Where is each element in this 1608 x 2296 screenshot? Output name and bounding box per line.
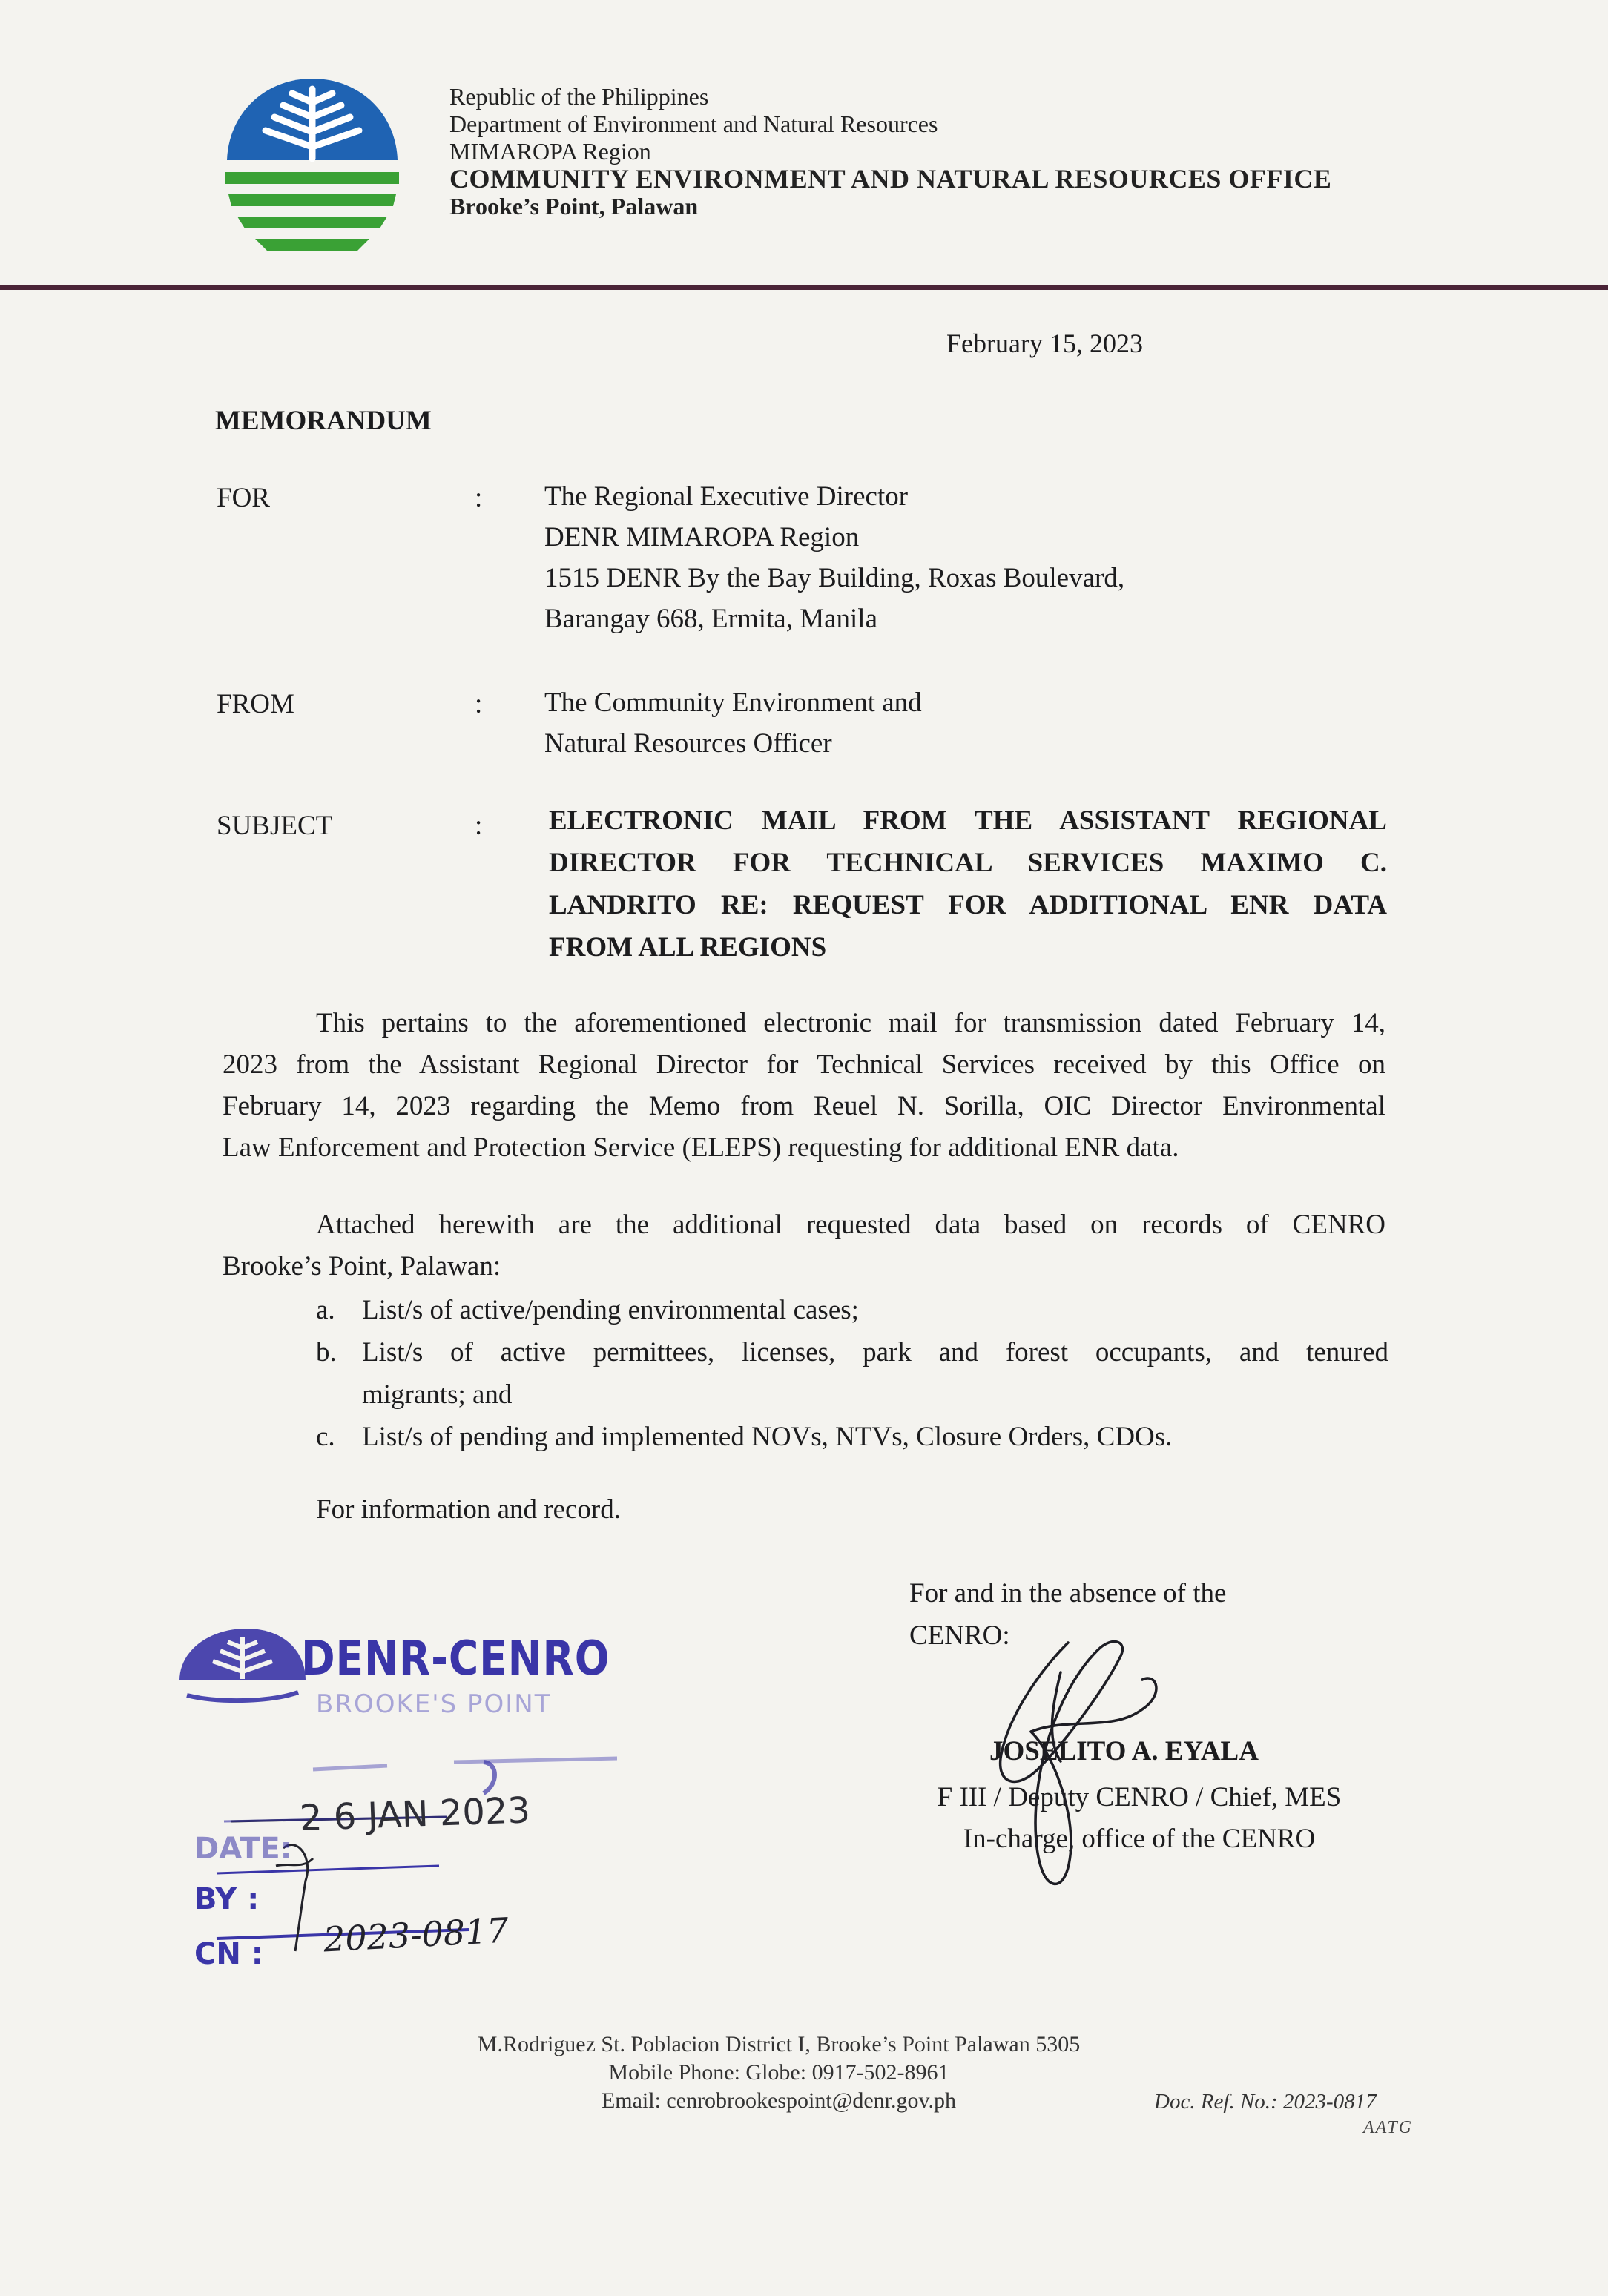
list-item	[316, 1416, 1388, 1458]
attachment-list	[316, 1289, 1388, 1458]
list-item-text: List/s of active permittees, licenses, park and forest occupants, and tenured	[362, 1337, 1388, 1368]
from-colon: :	[475, 689, 483, 719]
subject-line: LANDRITO RE: REQUEST FOR ADDITIONAL ENR DATA	[549, 890, 1387, 920]
subject-line: FROM ALL REGIONS	[549, 932, 827, 963]
from-label: FROM	[217, 689, 294, 719]
doc-reference: Doc. Ref. No.: 2023-0817	[1154, 2090, 1377, 2114]
letterhead-office: COMMUNITY ENVIRONMENT AND NATURAL RESOURCES OFFICE	[449, 164, 1332, 194]
list-marker: a.	[316, 1295, 335, 1325]
position-line: In-charge, office of the CENRO	[963, 1824, 1316, 1854]
letterhead	[449, 83, 1331, 220]
list-marker: b.	[316, 1337, 337, 1368]
stamp-seal-icon	[179, 1629, 306, 1700]
position-line: F III / Deputy CENRO / Chief, MES	[937, 1782, 1342, 1812]
subject-text	[549, 799, 1387, 969]
closing-line: For information and record.	[316, 1494, 621, 1525]
paragraph-line: February 14, 2023 regarding the Memo from Reuel N. Sorilla, OIC Director Environmental	[223, 1091, 1385, 1121]
paragraph-line: 2023 from the Assistant Regional Director for Technical Services received by this Office on	[223, 1049, 1385, 1080]
from-sender	[544, 682, 922, 764]
footer-phone: Mobile Phone: Globe: 0917-502-8961	[608, 2060, 949, 2085]
list-marker: c.	[316, 1422, 335, 1452]
subject-line: DIRECTOR FOR TECHNICAL SERVICES MAXIMO C.	[549, 848, 1387, 878]
for-addressee	[544, 476, 1124, 639]
letterhead-line-1: Republic of the Philippines	[449, 83, 709, 110]
signatory-name: JOSELITO A. EYALA	[989, 1736, 1259, 1766]
for-line: Barangay 668, Ermita, Manila	[544, 604, 878, 634]
stamp-cn-label: CN :	[194, 1937, 263, 1971]
handwritten-signature	[957, 1628, 1179, 1895]
for-line: 1515 DENR By the Bay Building, Roxas Boulevard,	[544, 563, 1125, 593]
for-colon: :	[475, 483, 483, 513]
stamp-by-label: BY :	[194, 1882, 260, 1916]
stamp-subtitle: BROOKE'S POINT	[316, 1689, 552, 1719]
stamp-date: 2 6 JAN 2023	[299, 1789, 531, 1839]
list-item	[316, 1331, 1388, 1416]
subject-label: SUBJECT	[217, 811, 333, 841]
paragraph-line: Attached herewith are the additional requested data based on records of CENRO	[316, 1210, 1385, 1240]
signature-for-line: CENRO:	[909, 1620, 1010, 1651]
body-paragraph-2	[223, 1204, 1385, 1287]
paragraph-line: This pertains to the aforementioned electronic mail for transmission dated February 14,	[316, 1008, 1385, 1038]
logo-land	[225, 172, 399, 251]
stamp-cn-value: 2023-0817	[322, 1910, 510, 1960]
body-paragraph-1	[223, 1003, 1385, 1169]
subject-colon: :	[475, 811, 483, 841]
list-item-text: List/s of active/pending environmental cases;	[362, 1295, 859, 1325]
footer-address: M.Rodriguez St. Poblacion District I, Brooke’s Point Palawan 5305	[477, 2032, 1081, 2056]
memo-heading: MEMORANDUM	[215, 406, 432, 436]
letterhead-line-3: MIMAROPA Region	[449, 138, 651, 165]
footer-contact	[445, 2031, 1113, 2115]
for-line: The Regional Executive Director	[544, 481, 909, 512]
letterhead-line-2: Department of Environment and Natural Resources	[449, 110, 938, 137]
denr-logo	[212, 64, 412, 271]
list-item-text: migrants; and	[362, 1379, 513, 1410]
letterhead-location: Brooke’s Point, Palawan	[449, 193, 699, 220]
for-label: FOR	[217, 483, 270, 513]
stamp-title: DENR-CENRO	[301, 1632, 610, 1686]
for-line: DENR MIMAROPA Region	[544, 522, 860, 552]
typist-initials: AATG	[1363, 2118, 1414, 2137]
memo-date: February 15, 2023	[946, 329, 1143, 358]
paragraph-line: Brooke’s Point, Palawan:	[223, 1251, 501, 1281]
footer-email: Email: cenrobrookespoint@denr.gov.ph	[601, 2088, 957, 2113]
list-item	[316, 1289, 1388, 1331]
list-item-text: List/s of pending and implemented NOVs, NTVs, Closure Orders, CDOs.	[362, 1422, 1173, 1452]
subject-line: ELECTRONIC MAIL FROM THE ASSISTANT REGIONAL	[549, 805, 1387, 836]
stamp-date-label: DATE:	[194, 1832, 292, 1866]
signature-for-line: For and in the absence of the	[909, 1578, 1227, 1609]
paragraph-line: Law Enforcement and Protection Service (ELEPS) requesting for additional ENR data.	[223, 1132, 1179, 1163]
logo-tree	[227, 79, 398, 160]
header-rule	[0, 285, 1608, 290]
from-line: Natural Resources Officer	[544, 728, 832, 759]
from-line: The Community Environment and	[544, 687, 922, 718]
